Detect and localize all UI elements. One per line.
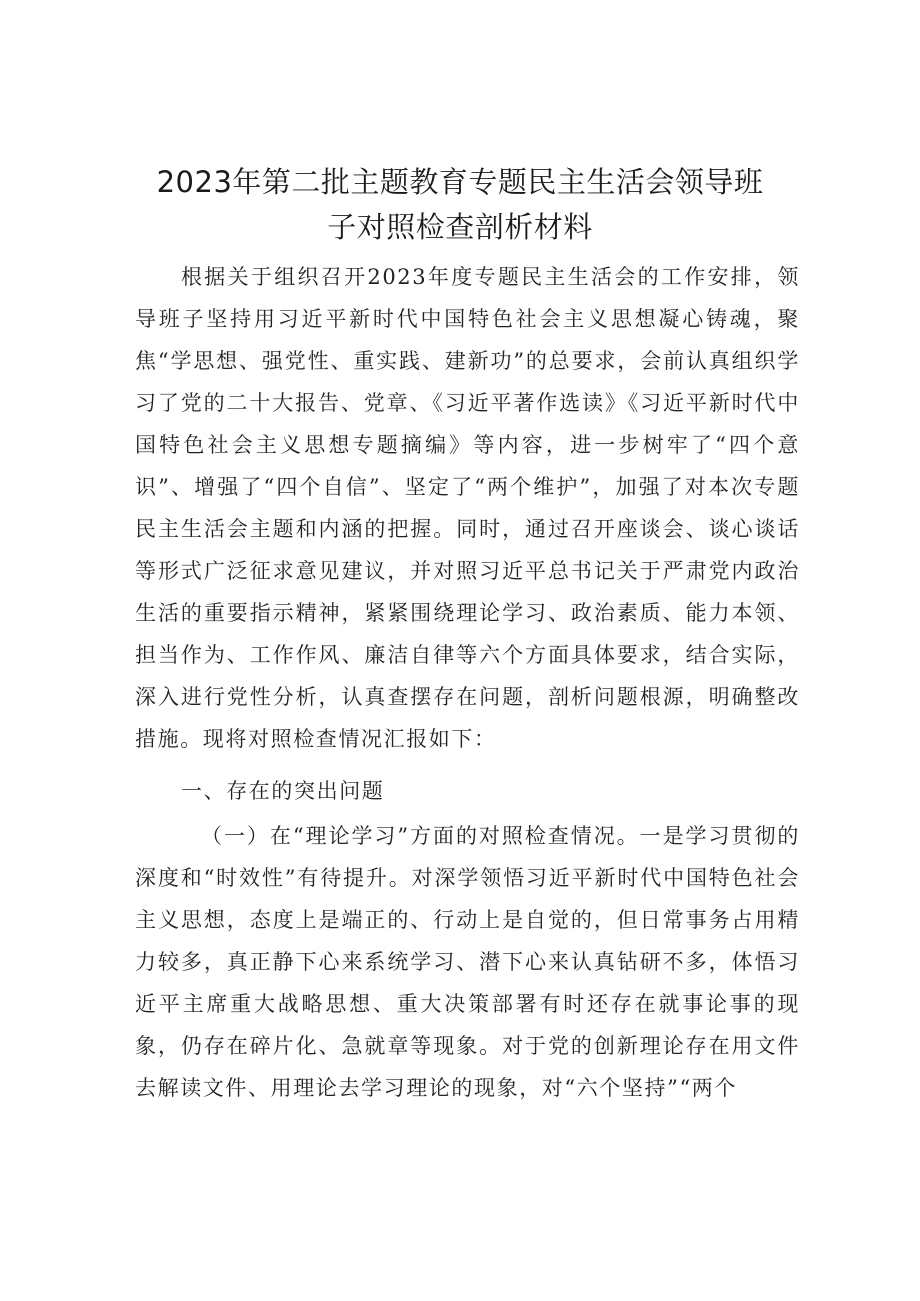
intro-paragraph: 根据关于组织召开2023年度专题民主生活会的工作安排，领导班子坚持用习近平新时代中国特色社会主义思想凝心铸魂，聚焦“学思想、强党性、重实践、建新功”的总要求，会前认真组织学习了党的二十大报告、党章、《习近平著作选读》《习近平新时代中国特色社会主义思想专题摘编》等内容，进一步树牢了“四个意识”、增强了“四个自信”、坚定了“两个维护”，加强了对本次专题民主生活会主题和内涵的把握。同时，通过召开座谈会、谈心谈话等形式广泛征求意见建议，并对照习近平总书记关于严肃党内政治生活的重要指示精神，紧紧围绕理论学习、政治素质、能力本领、担当作为、工作作风、廉洁自律等六个方面具体要求，结合实际，深入进行党性分析，认真查摆存在问题，剖析问题根源，明确整改措施。现将对照检查情况汇报如下：: [135, 265, 800, 751]
body-paragraph: （一）在“理论学习”方面的对照检查情况。一是学习贯彻的深度和“时效性”有待提升。对深学领悟习近平新时代中国特色社会主义思想，态度上是端正的、行动上是自觉的，但日常事务占用精力较多，真正静下心来系统学习、潜下心来认真钻研不多，体悟习近平主席重大战略思想、重大决策部署有时还存在就事论事的现象，仍存在碎片化、急就章等现象。对于党的创新理论存在用文件去解读文件、用理论去学习理论的现象，对“六个坚持”“两个: [135, 824, 800, 1100]
document-title-line-2: 子对照检查剖析材料: [327, 210, 593, 244]
section-heading: 一、存在的突出问题: [181, 779, 385, 803]
document-title-line-1: 2023年第二批主题教育专题民主生活会领导班: [156, 165, 764, 199]
